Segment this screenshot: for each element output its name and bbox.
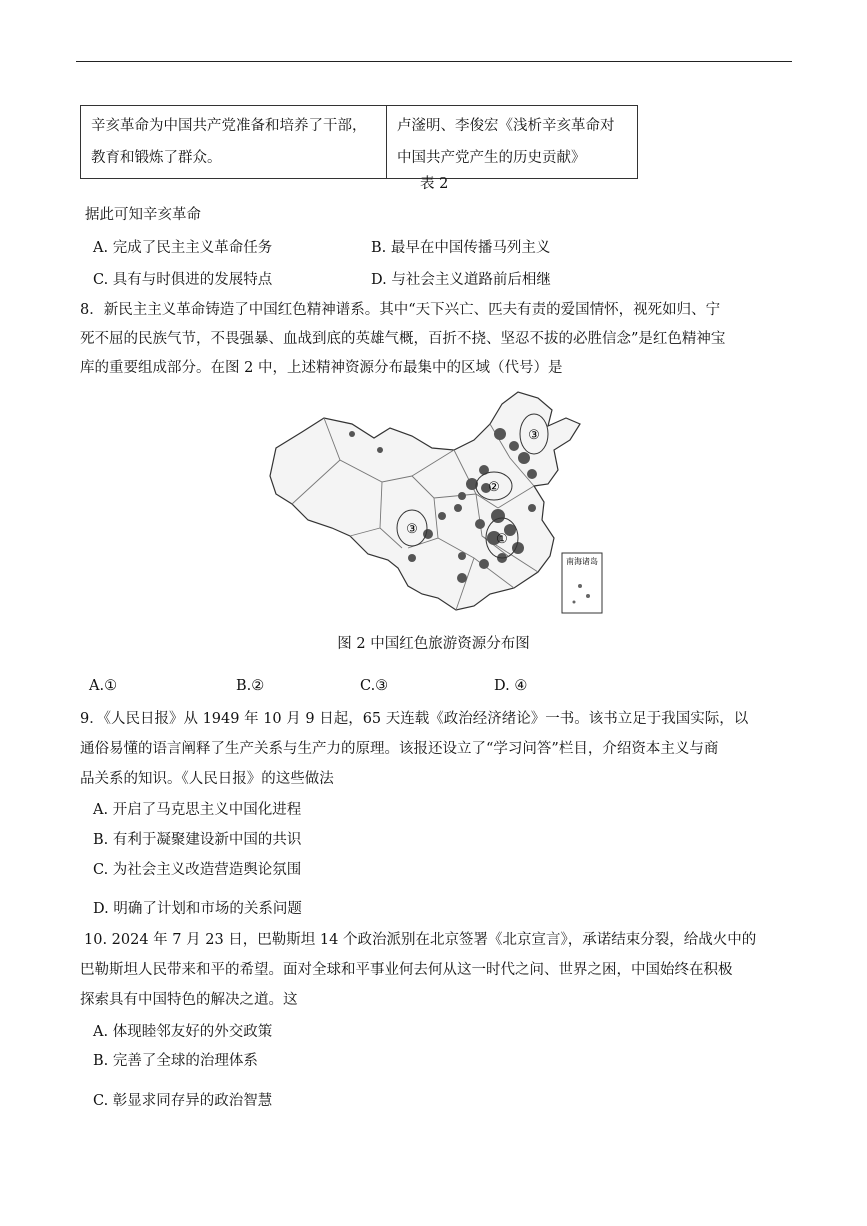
q9-line-2: 通俗易懂的语言阐释了生产关系与生产力的原理。该报还设立了“学习问答”栏目，介绍资本主义与商 <box>80 741 719 757</box>
q7-option-c: C. 具有与时俱进的发展特点 <box>93 272 273 288</box>
q9-option-b: B. 有利于凝聚建设新中国的共识 <box>93 832 302 848</box>
table-right-line-1: 卢滏明、李俊宏《浅析辛亥革命对 <box>397 118 615 134</box>
q9-line-3: 品关系的知识。《人民日报》的这些做法 <box>80 771 334 787</box>
q7-stem: 据此可知辛亥革命 <box>85 207 201 223</box>
table-cell-left <box>81 106 387 179</box>
map-label-1: ① <box>496 532 508 547</box>
q7-option-d: D. 与社会主义道路前后相继 <box>371 272 551 288</box>
q10-line-1: 10. 2024 年 7 月 23 日，巴勒斯坦 14 个政治派别在北京签署《北京宣言》，承诺结束分裂，给战火中的 <box>84 932 757 948</box>
q8-option-a: A.① <box>89 678 118 694</box>
q10-option-b: B. 完善了全球的治理体系 <box>93 1053 258 1069</box>
table-left-line-2: 教育和锻炼了群众。 <box>91 150 222 166</box>
q7-option-a: A. 完成了民主主义革命任务 <box>93 240 273 256</box>
inset-label: 南海诸岛 <box>566 557 598 566</box>
q9-line-1: 9．《人民日报》从 1949 年 10 月 9 日起，65 天连载《政治经济绪论》一书。该书立足于我国实际，以 <box>80 711 749 727</box>
q8-line-3: 库的重要组成部分。在图 2 中，上述精神资源分布最集中的区域（代号）是 <box>80 360 563 376</box>
header-rule <box>76 61 792 62</box>
map-caption: 图 2 中国红色旅游资源分布图 <box>337 636 530 652</box>
q9-option-a: A. 开启了马克思主义中国化进程 <box>93 802 302 818</box>
china-red-tourism-map <box>262 388 608 620</box>
q8-option-b: B.② <box>236 678 265 694</box>
map-label-3-north: ③ <box>528 428 540 443</box>
source-table <box>80 105 638 179</box>
table-right-line-2: 中国共产党产生的历史贡献》 <box>397 150 586 166</box>
q8-line-2: 死不屈的民族气节，不畏强暴、血战到底的英雄气概，百折不挠、坚忍不拔的必胜信念”是红色精神宝 <box>80 331 726 347</box>
q10-line-2: 巴勒斯坦人民带来和平的希望。面对全球和平事业何去何从这一时代之问、世界之困，中国始终在积极 <box>80 962 733 978</box>
q8-option-c: C.③ <box>360 678 389 694</box>
table-left-line-1: 辛亥革命为中国共产党准备和培养了干部， <box>91 118 367 134</box>
q8-line-1: 8．新民主主义革命铸造了中国红色精神谱系。其中“天下兴亡、匹夫有责的爱国情怀，视死如归、宁 <box>80 302 721 318</box>
q9-option-d: D. 明确了计划和市场的关系问题 <box>93 901 302 917</box>
q9-option-c: C. 为社会主义改造营造舆论氛围 <box>93 862 302 878</box>
q10-line-3: 探索具有中国特色的解决之道。这 <box>80 992 298 1008</box>
q10-option-a: A. 体现睦邻友好的外交政策 <box>93 1024 273 1040</box>
table-caption: 表 2 <box>420 176 449 192</box>
map-label-2: ② <box>488 480 500 495</box>
table-cell-right <box>387 106 638 179</box>
q8-option-d: D. ④ <box>494 678 528 694</box>
q7-option-b: B. 最早在中国传播马列主义 <box>371 240 551 256</box>
q10-option-c: C. 彰显求同存异的政治智慧 <box>93 1093 273 1109</box>
map-outline <box>270 392 580 610</box>
map-label-3-west: ③ <box>406 522 418 537</box>
